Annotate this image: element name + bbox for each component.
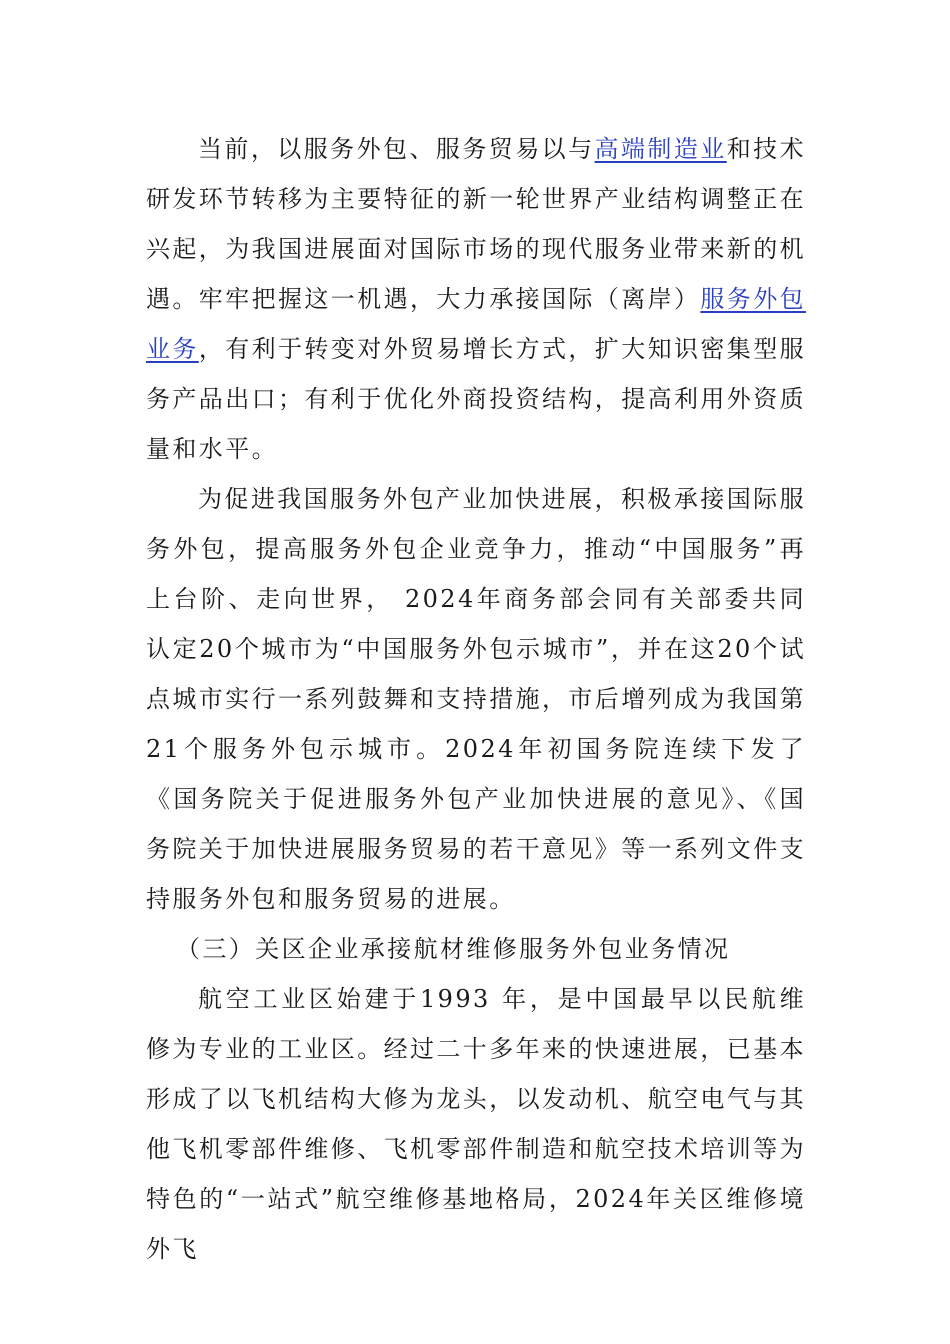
paragraph-aviation: 航空工业区始建于1993 年，是中国最早以民航维修为专业的工业区。经过二十多年来的快速进展，已基本形成了以飞机结构大修为龙头，以发动机、航空电气与其他飞机零部件维修、飞机零部件制造和航空技术培训等为特色的“一站式”航空维修基地格局，2024年关区维修境外飞 xyxy=(146,985,806,1263)
paragraph-intro-text-3: ，有利于转变对外贸易增长方式，扩大知识密集型服务产品出口；有利于优化外商投资结构，提高利用外资质量和水平。 xyxy=(146,335,807,463)
paragraph-intro-text-2: 和技术研发环节转移为主要特征的新一轮世界产业结构调整正在兴起，为我国进展面对国际市场的现代服务业带来新的机遇。牢牢把握这一机遇，大力承接国际（离岸） xyxy=(146,135,807,313)
paragraph-policy: 为促进我国服务外包产业加快进展，积极承接国际服务外包，提高服务外包企业竞争力，推动“中国服务”再上台阶、走向世界， 2024年商务部会同有关部委共同认定20个城市为“中国服务外包示城市”，并在这20个试点城市实行一系列鼓舞和支持措施，市后增列成为我国第21个服务外包示城市。2024年初国务院连续下发了《国务院关于促进服务外包产业加快进展的意见》、《国务院关于加快进展服务贸易的若干意见》等一系列文件支持服务外包和服务贸易的进展。 xyxy=(146,485,806,913)
section-heading: （三）关区企业承接航材维修服务外包业务情况 xyxy=(176,935,731,963)
paragraph-intro-text-1: 当前，以服务外包、服务贸易以与 xyxy=(198,135,595,163)
service-outsourcing-link[interactable]: 服务外包业务 xyxy=(146,285,807,363)
paragraph-intro xyxy=(146,124,806,474)
high-end-manufacturing-link[interactable]: 高端制造业 xyxy=(594,135,727,163)
document-body xyxy=(146,124,806,1274)
